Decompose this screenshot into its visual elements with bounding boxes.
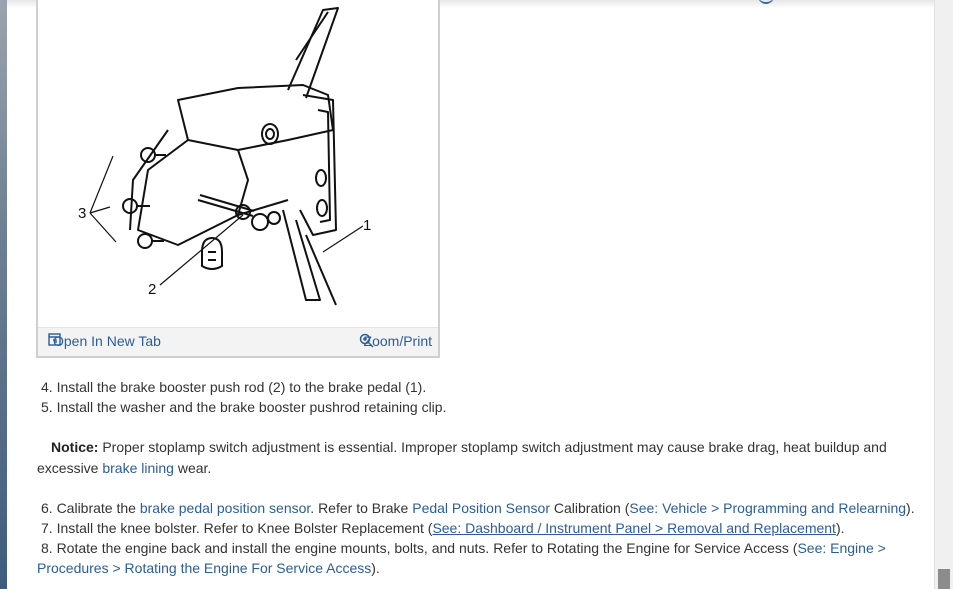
brake-lining-link[interactable]: brake lining [102,460,174,476]
open-in-new-tab-button[interactable] [48,333,161,349]
brake-pedal-diagram [38,0,438,330]
window-left-edge [0,0,7,589]
knee-bolster-link[interactable]: See: Dashboard / Instrument Panel > Removal and Replacement [432,520,836,536]
brake-pedal-figure [36,0,440,358]
step-8-text-a: 8. Rotate the engine back and install the engine mounts, bolts, and nuts. Refer to Rotating the Engine for Service Access ( [41,540,798,556]
callout-2: 2 [148,281,157,298]
step-7 [41,518,845,538]
engine-procedures-link-part2[interactable]: Procedures > Rotating the Engine For Service Access [37,560,372,576]
open-in-new-tab-label: Open In New Tab [53,333,161,349]
notice-text-2a: excessive [37,460,103,476]
pedal-position-sensor-link[interactable]: Pedal Position Sensor [412,500,550,516]
vertical-scrollbar[interactable] [934,0,953,589]
notice-text-1: Proper stoplamp switch adjustment is essential. Improper stoplamp switch adjustment may cause brake drag, heat buildup and [98,439,887,455]
notice-text-2b: wear. [173,460,212,476]
notice-line-1 [51,437,887,457]
step-7-text-a: 7. Install the knee bolster. Refer to Knee Bolster Replacement ( [41,520,433,536]
step-4: 4. Install the brake booster push rod (2) to the brake pedal (1). [41,379,427,395]
step-5: 5. Install the washer and the brake booster pushrod retaining clip. [41,399,447,415]
zoom-print-label: Zoom/Print [363,333,432,349]
engine-procedures-link-part1[interactable]: See: Engine > [797,540,886,556]
step-8-line-2 [37,558,380,578]
callout-1: 1 [363,217,372,234]
brake-pedal-position-sensor-link[interactable]: brake pedal position sensor [139,500,311,516]
step-6 [41,498,915,518]
programming-relearning-link[interactable]: See: Vehicle > Programming and Relearning [629,500,907,516]
zoom-print-button[interactable] [359,333,432,349]
notice-line-2 [37,458,211,478]
step-6-text-d: ). [906,500,915,516]
scrollbar-thumb[interactable] [938,569,950,589]
callout-3: 3 [78,205,87,222]
notice-label: Notice: [51,439,99,455]
step-8-line-1 [41,538,886,558]
figure-toolbar [38,327,438,356]
step-6-text-c: Calibration ( [550,500,630,516]
step-6-text-a: 6. Calibrate the [41,500,140,516]
step-7-text-b: ). [835,520,845,536]
step-6-text-b: . Refer to Brake [310,500,413,516]
step-8-text-b: ). [371,560,380,576]
